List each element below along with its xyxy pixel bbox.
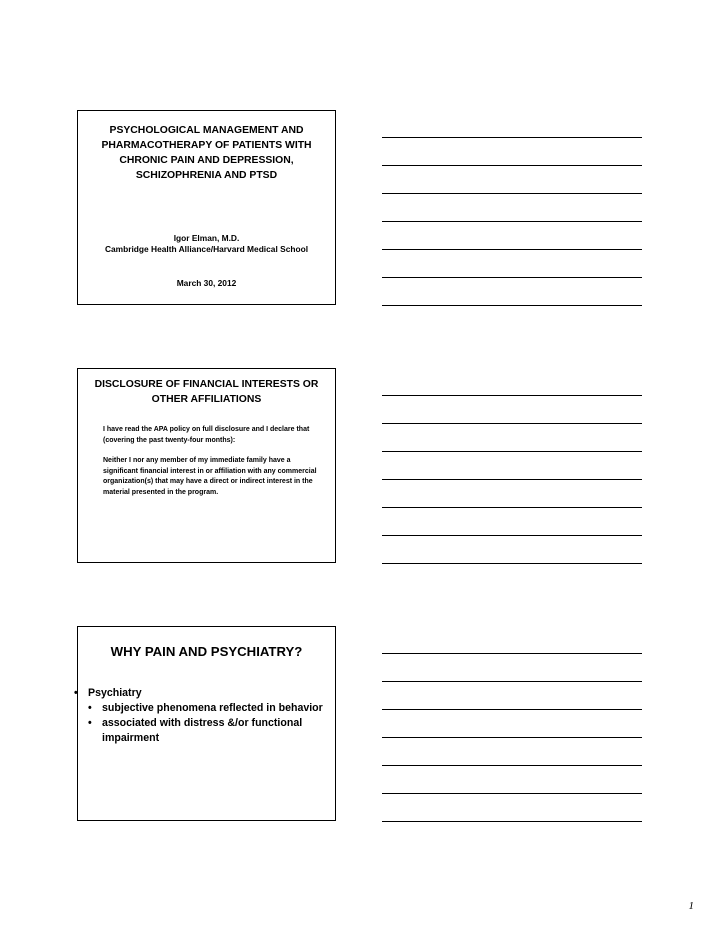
slide-2-title: DISCLOSURE OF FINANCIAL INTERESTS OR OTHER AFFILIATIONS xyxy=(94,379,319,405)
note-line xyxy=(382,681,642,682)
slide-3-bullet-list xyxy=(74,686,325,746)
note-line xyxy=(382,193,642,194)
note-line xyxy=(382,737,642,738)
note-line xyxy=(382,395,642,396)
slide-2-thumbnail xyxy=(77,368,336,563)
page-number: 1 xyxy=(688,900,694,912)
slide-2-paragraph: I have read the APA policy on full disclosure and I declare that (covering the past twenty-four months): xyxy=(103,426,310,444)
note-line xyxy=(382,423,642,424)
slide-1-affiliation: Cambridge Health Alliance/Harvard Medical School xyxy=(104,244,309,254)
subbullet-item xyxy=(74,716,325,746)
note-line xyxy=(382,563,642,564)
bullet-icon: • xyxy=(74,687,78,699)
slide-2-body xyxy=(103,425,317,508)
note-line xyxy=(382,451,642,452)
subbullet-text: subjective phenomena reflected in behavior xyxy=(102,702,323,714)
slide-1-author-block xyxy=(84,233,329,255)
slide-1-title: PSYCHOLOGICAL MANAGEMENT AND PHARMACOTHERAPY OF PATIENTS WITH CHRONIC PAIN AND DEPRESSION, SCHIZOPHRENIA AND PTSD xyxy=(101,125,312,181)
bullet-icon: • xyxy=(88,702,92,714)
note-line xyxy=(382,305,642,306)
bullet-item xyxy=(74,686,325,701)
slide-1-date: March 30, 2012 xyxy=(176,278,237,288)
note-line xyxy=(382,165,642,166)
note-line xyxy=(382,479,642,480)
bullet-text: Psychiatry xyxy=(88,687,142,699)
subbullet-text: associated with distress &/or functional impairment xyxy=(102,717,303,744)
note-line xyxy=(382,793,642,794)
note-line xyxy=(382,507,642,508)
note-line xyxy=(382,249,642,250)
bullet-icon: • xyxy=(88,717,92,729)
note-line xyxy=(382,765,642,766)
slide-2-paragraph: Neither I nor any member of my immediate family have a significant financial interest in or affiliation with any commercial organization(s) that may have a direct or indirect interest in the material presented in the program. xyxy=(103,457,317,496)
slide-3-title: WHY PAIN AND PSYCHIATRY? xyxy=(110,644,303,659)
note-line xyxy=(382,653,642,654)
slide-1-author: Igor Elman, M.D. xyxy=(173,233,240,243)
note-line xyxy=(382,709,642,710)
slide-1-thumbnail xyxy=(77,110,336,305)
note-line xyxy=(382,137,642,138)
slide-3-thumbnail xyxy=(74,626,336,821)
note-line xyxy=(382,535,642,536)
note-line xyxy=(382,221,642,222)
note-line xyxy=(382,821,642,822)
note-line xyxy=(382,277,642,278)
subbullet-item xyxy=(74,701,325,716)
